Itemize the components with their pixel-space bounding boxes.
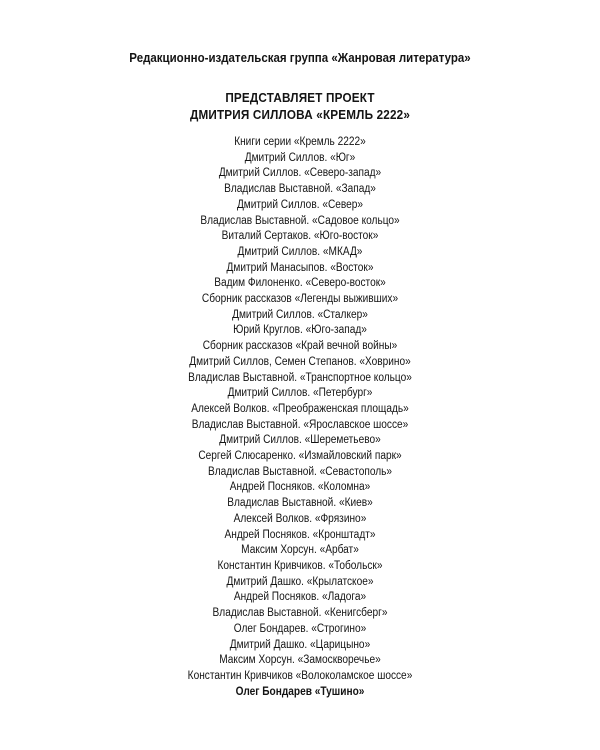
project-heading	[0, 89, 600, 123]
book-list-item: Дмитрий Силлов. «Север»	[236, 198, 364, 211]
book-list	[0, 135, 600, 700]
book-list-item: Андрей Посняков. «Кронштадт»	[224, 528, 376, 541]
publisher-line: Редакционно-издательская группа «Жанровая литература»	[129, 51, 471, 65]
book-list-item: Сборник рассказов «Легенды выживших»	[201, 293, 399, 306]
book-list-item: Константин Кривчиков «Волоколамское шоссе»	[187, 669, 413, 682]
book-list-item: Дмитрий Силлов. «Петербург»	[227, 387, 373, 400]
book-list-item: Виталий Сертаков. «Юго-восток»	[221, 230, 379, 243]
book-list-item: Дмитрий Силлов, Семен Степанов. «Ховрино»	[189, 355, 411, 368]
book-list-item: Дмитрий Дашко. «Царицыно»	[229, 638, 371, 651]
book-list-item: Владислав Выставной. «Ярославское шоссе»	[191, 418, 409, 431]
book-list-item: Дмитрий Силлов. «Северо-запад»	[218, 167, 382, 180]
book-list-item: Дмитрий Манасыпов. «Восток»	[226, 261, 374, 274]
book-list-item-latest: Олег Бондарев «Тушино»	[235, 685, 365, 698]
book-list-item: Олег Бондарев. «Строгино»	[233, 622, 367, 635]
book-list-item: Дмитрий Силлов. «Юг»	[244, 151, 356, 164]
book-list-item: Алексей Волков. «Преображенская площадь»	[191, 402, 409, 415]
book-list-item: Владислав Выставной. «Садовое кольцо»	[200, 214, 400, 227]
book-list-item: Андрей Посняков. «Коломна»	[229, 481, 371, 494]
project-heading-line-1: ПРЕДСТАВЛЯЕТ ПРОЕКТ	[225, 90, 375, 105]
book-list-item: Дмитрий Дашко. «Крылатское»	[226, 575, 374, 588]
book-list-item: Владислав Выставной. «Киев»	[227, 497, 373, 510]
book-list-item: Сборник рассказов «Край вечной войны»	[202, 340, 398, 353]
book-list-item: Дмитрий Силлов. «Шереметьево»	[219, 434, 381, 447]
book-list-item: Андрей Посняков. «Ладога»	[233, 591, 367, 604]
book-list-item: Вадим Филоненко. «Северо-восток»	[214, 277, 386, 290]
book-list-item: Дмитрий Силлов. «МКАД»	[237, 245, 363, 258]
book-list-item: Дмитрий Силлов. «Сталкер»	[232, 308, 368, 321]
book-list-item: Юрий Круглов. «Юго-запад»	[233, 324, 367, 337]
book-list-item: Владислав Выставной. «Запад»	[224, 183, 376, 196]
book-list-item: Владислав Выставной. «Кенигсберг»	[212, 607, 388, 620]
book-list-item: Сергей Слюсаренко. «Измайловский парк»	[198, 450, 402, 463]
book-list-item: Максим Хорсун. «Замоскворечье»	[219, 654, 381, 667]
book-list-item: Владислав Выставной. «Транспортное кольцо»	[188, 371, 412, 384]
project-heading-line-2: ДМИТРИЯ СИЛЛОВА «КРЕМЛЬ 2222»	[189, 107, 411, 122]
book-list-item: Константин Кривчиков. «Тобольск»	[217, 559, 383, 572]
book-list-item: Книги серии «Кремль 2222»	[234, 136, 366, 148]
book-list-item: Владислав Выставной. «Севастополь»	[207, 465, 393, 478]
book-list-item: Алексей Волков. «Фрязино»	[233, 512, 367, 525]
book-list-item: Максим Хорсун. «Арбат»	[241, 544, 359, 557]
